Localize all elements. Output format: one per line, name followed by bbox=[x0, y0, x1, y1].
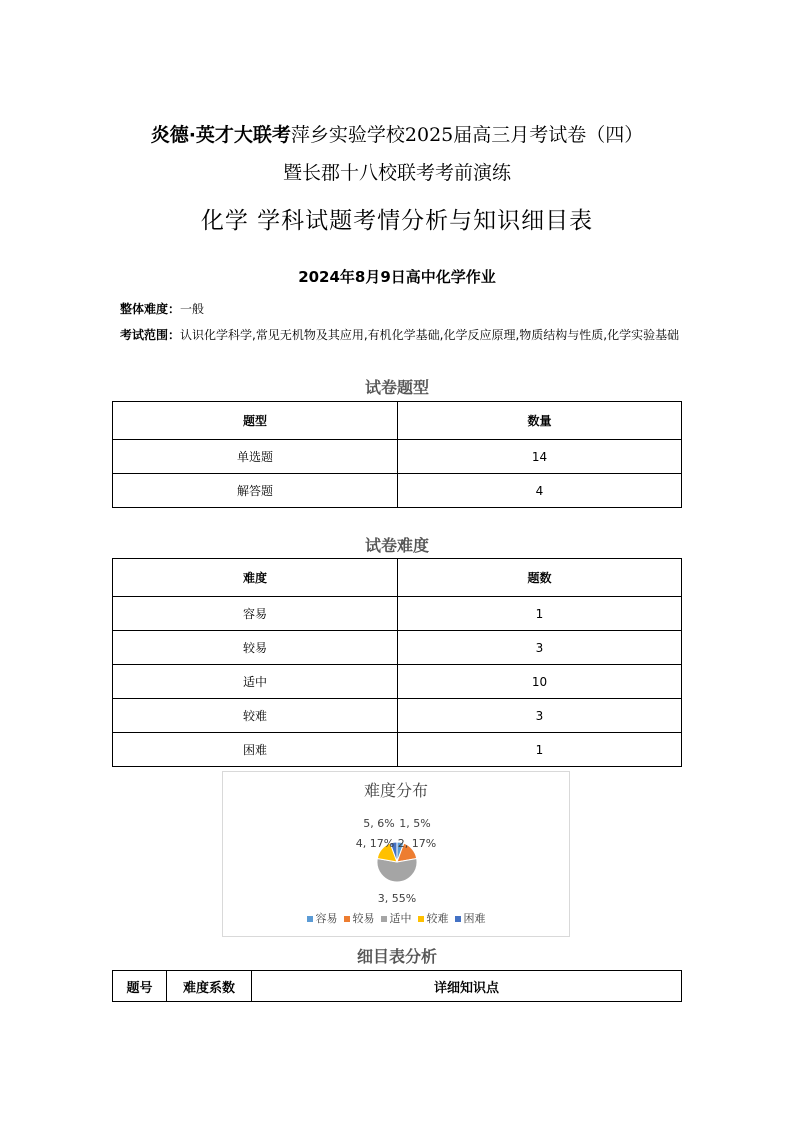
column-header: 题型 bbox=[113, 402, 398, 440]
table-row bbox=[113, 665, 682, 699]
chart-title: 难度分布 bbox=[363, 781, 428, 800]
column-header: 难度 bbox=[113, 559, 398, 597]
legend-item bbox=[455, 910, 486, 926]
table-cell: 4 bbox=[398, 474, 682, 508]
legend-swatch bbox=[455, 916, 461, 922]
legend-item bbox=[307, 910, 338, 926]
table-cell: 容易 bbox=[113, 597, 398, 631]
legend-item bbox=[344, 910, 375, 926]
table-cell: 困难 bbox=[113, 733, 398, 767]
table-row bbox=[113, 699, 682, 733]
column-header: 数量 bbox=[398, 402, 682, 440]
column-header: 详细知识点 bbox=[252, 971, 682, 1002]
column-header: 题号 bbox=[113, 971, 167, 1002]
legend-label: 较难 bbox=[426, 912, 449, 925]
table-row bbox=[113, 474, 682, 508]
legend-swatch bbox=[418, 916, 424, 922]
pie-data-label: 4, 17% bbox=[355, 837, 395, 850]
legend-swatch bbox=[344, 916, 350, 922]
pie-data-label: 2, 17% bbox=[397, 837, 437, 850]
pie-plot bbox=[223, 772, 569, 906]
exam-title bbox=[0, 120, 794, 147]
table-row bbox=[113, 631, 682, 665]
pie-data-label: 3, 55% bbox=[377, 892, 417, 905]
table-header-row bbox=[113, 971, 682, 1002]
pie-data-label: 1, 5% bbox=[399, 817, 431, 830]
question-types-table bbox=[112, 401, 682, 508]
table-row bbox=[113, 597, 682, 631]
difficulty-heading: 试卷难度 bbox=[364, 536, 429, 555]
exam-scope bbox=[120, 324, 690, 346]
chart-legend bbox=[223, 910, 569, 926]
table-cell: 适中 bbox=[113, 665, 398, 699]
overall-difficulty-label: 整体难度： bbox=[120, 302, 181, 316]
legend-label: 困难 bbox=[463, 912, 486, 925]
table-header-row bbox=[113, 559, 682, 597]
legend-label: 容易 bbox=[315, 912, 338, 925]
table-cell: 较难 bbox=[113, 699, 398, 733]
legend-swatch bbox=[381, 916, 387, 922]
table-cell: 14 bbox=[398, 440, 682, 474]
difficulty-table bbox=[112, 558, 682, 767]
legend-item bbox=[381, 910, 412, 926]
assignment-title: 2024年8月9日高中化学作业 bbox=[298, 268, 496, 286]
exam-title-brand: 炎德·英才大联考 bbox=[150, 124, 291, 146]
question-types-heading: 试卷题型 bbox=[364, 378, 429, 397]
analysis-title: 化学 学科试题考情分析与知识细目表 bbox=[200, 208, 594, 234]
legend-item bbox=[418, 910, 449, 926]
exam-scope-label: 考试范围： bbox=[120, 328, 181, 342]
exam-subtitle: 暨长郡十八校联考考前演练 bbox=[282, 162, 511, 184]
column-header: 题数 bbox=[398, 559, 682, 597]
legend-swatch bbox=[307, 916, 313, 922]
detail-table bbox=[112, 970, 682, 1002]
pie-data-label: 5, 6% bbox=[363, 817, 395, 830]
table-cell: 1 bbox=[398, 733, 682, 767]
table-header-row bbox=[113, 402, 682, 440]
exam-scope-value: 认识化学科学,常见无机物及其应用,有机化学基础,化学反应原理,物质结构与性质,化学实验基础 bbox=[180, 328, 680, 342]
table-row bbox=[113, 733, 682, 767]
difficulty-pie-chart bbox=[222, 771, 570, 937]
table-cell: 解答题 bbox=[113, 474, 398, 508]
overall-difficulty-value: 一般 bbox=[180, 302, 205, 316]
overall-difficulty bbox=[120, 298, 690, 320]
legend-label: 较易 bbox=[352, 912, 375, 925]
detail-heading: 细目表分析 bbox=[356, 947, 437, 966]
table-cell: 10 bbox=[398, 665, 682, 699]
column-header: 难度系数 bbox=[167, 971, 252, 1002]
exam-title-name: 萍乡实验学校2025届高三月考试卷（四） bbox=[290, 124, 644, 146]
legend-label: 适中 bbox=[389, 912, 412, 925]
table-cell: 3 bbox=[398, 699, 682, 733]
table-row bbox=[113, 440, 682, 474]
table-cell: 1 bbox=[398, 597, 682, 631]
table-cell: 单选题 bbox=[113, 440, 398, 474]
table-cell: 3 bbox=[398, 631, 682, 665]
table-cell: 较易 bbox=[113, 631, 398, 665]
